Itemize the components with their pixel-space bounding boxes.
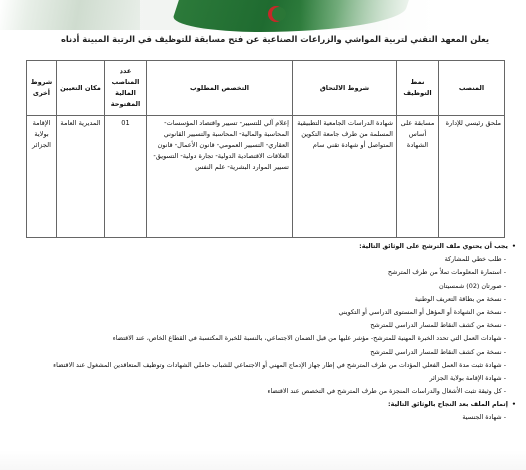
- list-item: - نسخة من الشهادة أو المؤهل أو المستوى الدراسي أو التكويني: [136, 306, 516, 319]
- cell-mode: مسابقة على أساس الشهادة: [397, 116, 439, 238]
- cell-specialty: إعلام آلي للتسيير- تسيير واقتصاد المؤسسات- المحاسبة والمالية- المحاسبة والتسيير القانوني العقاري- التسيير العمومي- قانون الأعمال- قانون العلاقات الاقتصادية الدولية- تجارة دولية- التسويق- تسيير الموارد البشرية- علم النفس: [147, 116, 293, 238]
- list-item: - صورتان (02) شمسيتان: [136, 280, 516, 293]
- requirements-intro: • يجب أن يحتوي ملف الترشح على الوثائق التالية:: [136, 240, 516, 253]
- header-conditions: شروط الالتحاق: [293, 61, 397, 116]
- cell-location: المديرية العامة: [57, 116, 105, 238]
- table-header-row: [27, 61, 505, 116]
- cell-post: ملحق رئيسي للإدارة: [439, 116, 505, 238]
- header-other: شروط أخرى: [27, 61, 57, 116]
- algerian-flag-banner: [0, 0, 526, 30]
- list-item: - شهادة تثبت مدة العمل الفعلي المؤدات من طرف المترشح في إطار جهاز الإدماج المهني أو الاجتماعي للشباب حاملي الشهادات وتوظيف المتعاقدين المشغول عند الاقتضاء: [136, 359, 516, 372]
- list-item: - شهادة الإقامة بولاية الجزائر: [136, 372, 516, 385]
- list-item: - نسخة من كشف النقاط للمسار الدراسي للمترشح: [136, 346, 516, 359]
- header-location: مكان التعيين: [57, 61, 105, 116]
- cell-count: 01: [105, 116, 147, 238]
- header-post: المنصب: [439, 61, 505, 116]
- crescent-star-icon: [268, 6, 284, 22]
- requirements-list: [53, 240, 516, 425]
- header-count: عدد المناصب المالية المفتوحة: [105, 61, 147, 116]
- table-row: [27, 116, 505, 238]
- list-item: - كل وثيقة تثبت الأشغال والدراسات المنجزة من طرف المترشح في التخصص عند الاقتضاء: [136, 385, 516, 398]
- list-item: - شهادة الجنسية: [136, 411, 516, 424]
- list-item: - نسخة من كشف النقاط للمسار الدراسي للمترشح: [136, 319, 516, 332]
- header-mode: نمط التوظيف: [397, 61, 439, 116]
- cell-conditions: شهادة الدراسات الجامعية التطبيقية المسلمة من طرف جامعة التكوين المتواصل أو شهادة تقني سام: [293, 116, 397, 238]
- header-specialty: التخصص المطلوب: [147, 61, 293, 116]
- announcement-headline: يعلن المعهد التقني لتربية المواشي والزراعات الصناعية عن فتح مسابقة للتوظيف في الرتبة المبينة أدناه: [60, 34, 490, 44]
- list-item: - شهادات العمل التي تحدد الخبرة المهنية للمترشح- مؤشر عليها من قبل الضمان الاجتماعي، بالنسبة للخبرة المكتسبة في القطاع الخاص، عند الاقتضاء: [136, 332, 516, 345]
- list-item: - استمارة المعلومات تملأ من طرف المترشح: [136, 266, 516, 279]
- cell-other: الإقامة بولاية الجزائر: [27, 116, 57, 238]
- final-requirements-intro: • إتمام الملف بعد النجاح بالوثائق التالية:: [136, 398, 516, 411]
- list-item: - طلب خطي للمشاركة: [136, 253, 516, 266]
- job-posts-table: [26, 60, 505, 238]
- list-item: - نسخة من بطاقة التعريف الوطنية: [136, 293, 516, 306]
